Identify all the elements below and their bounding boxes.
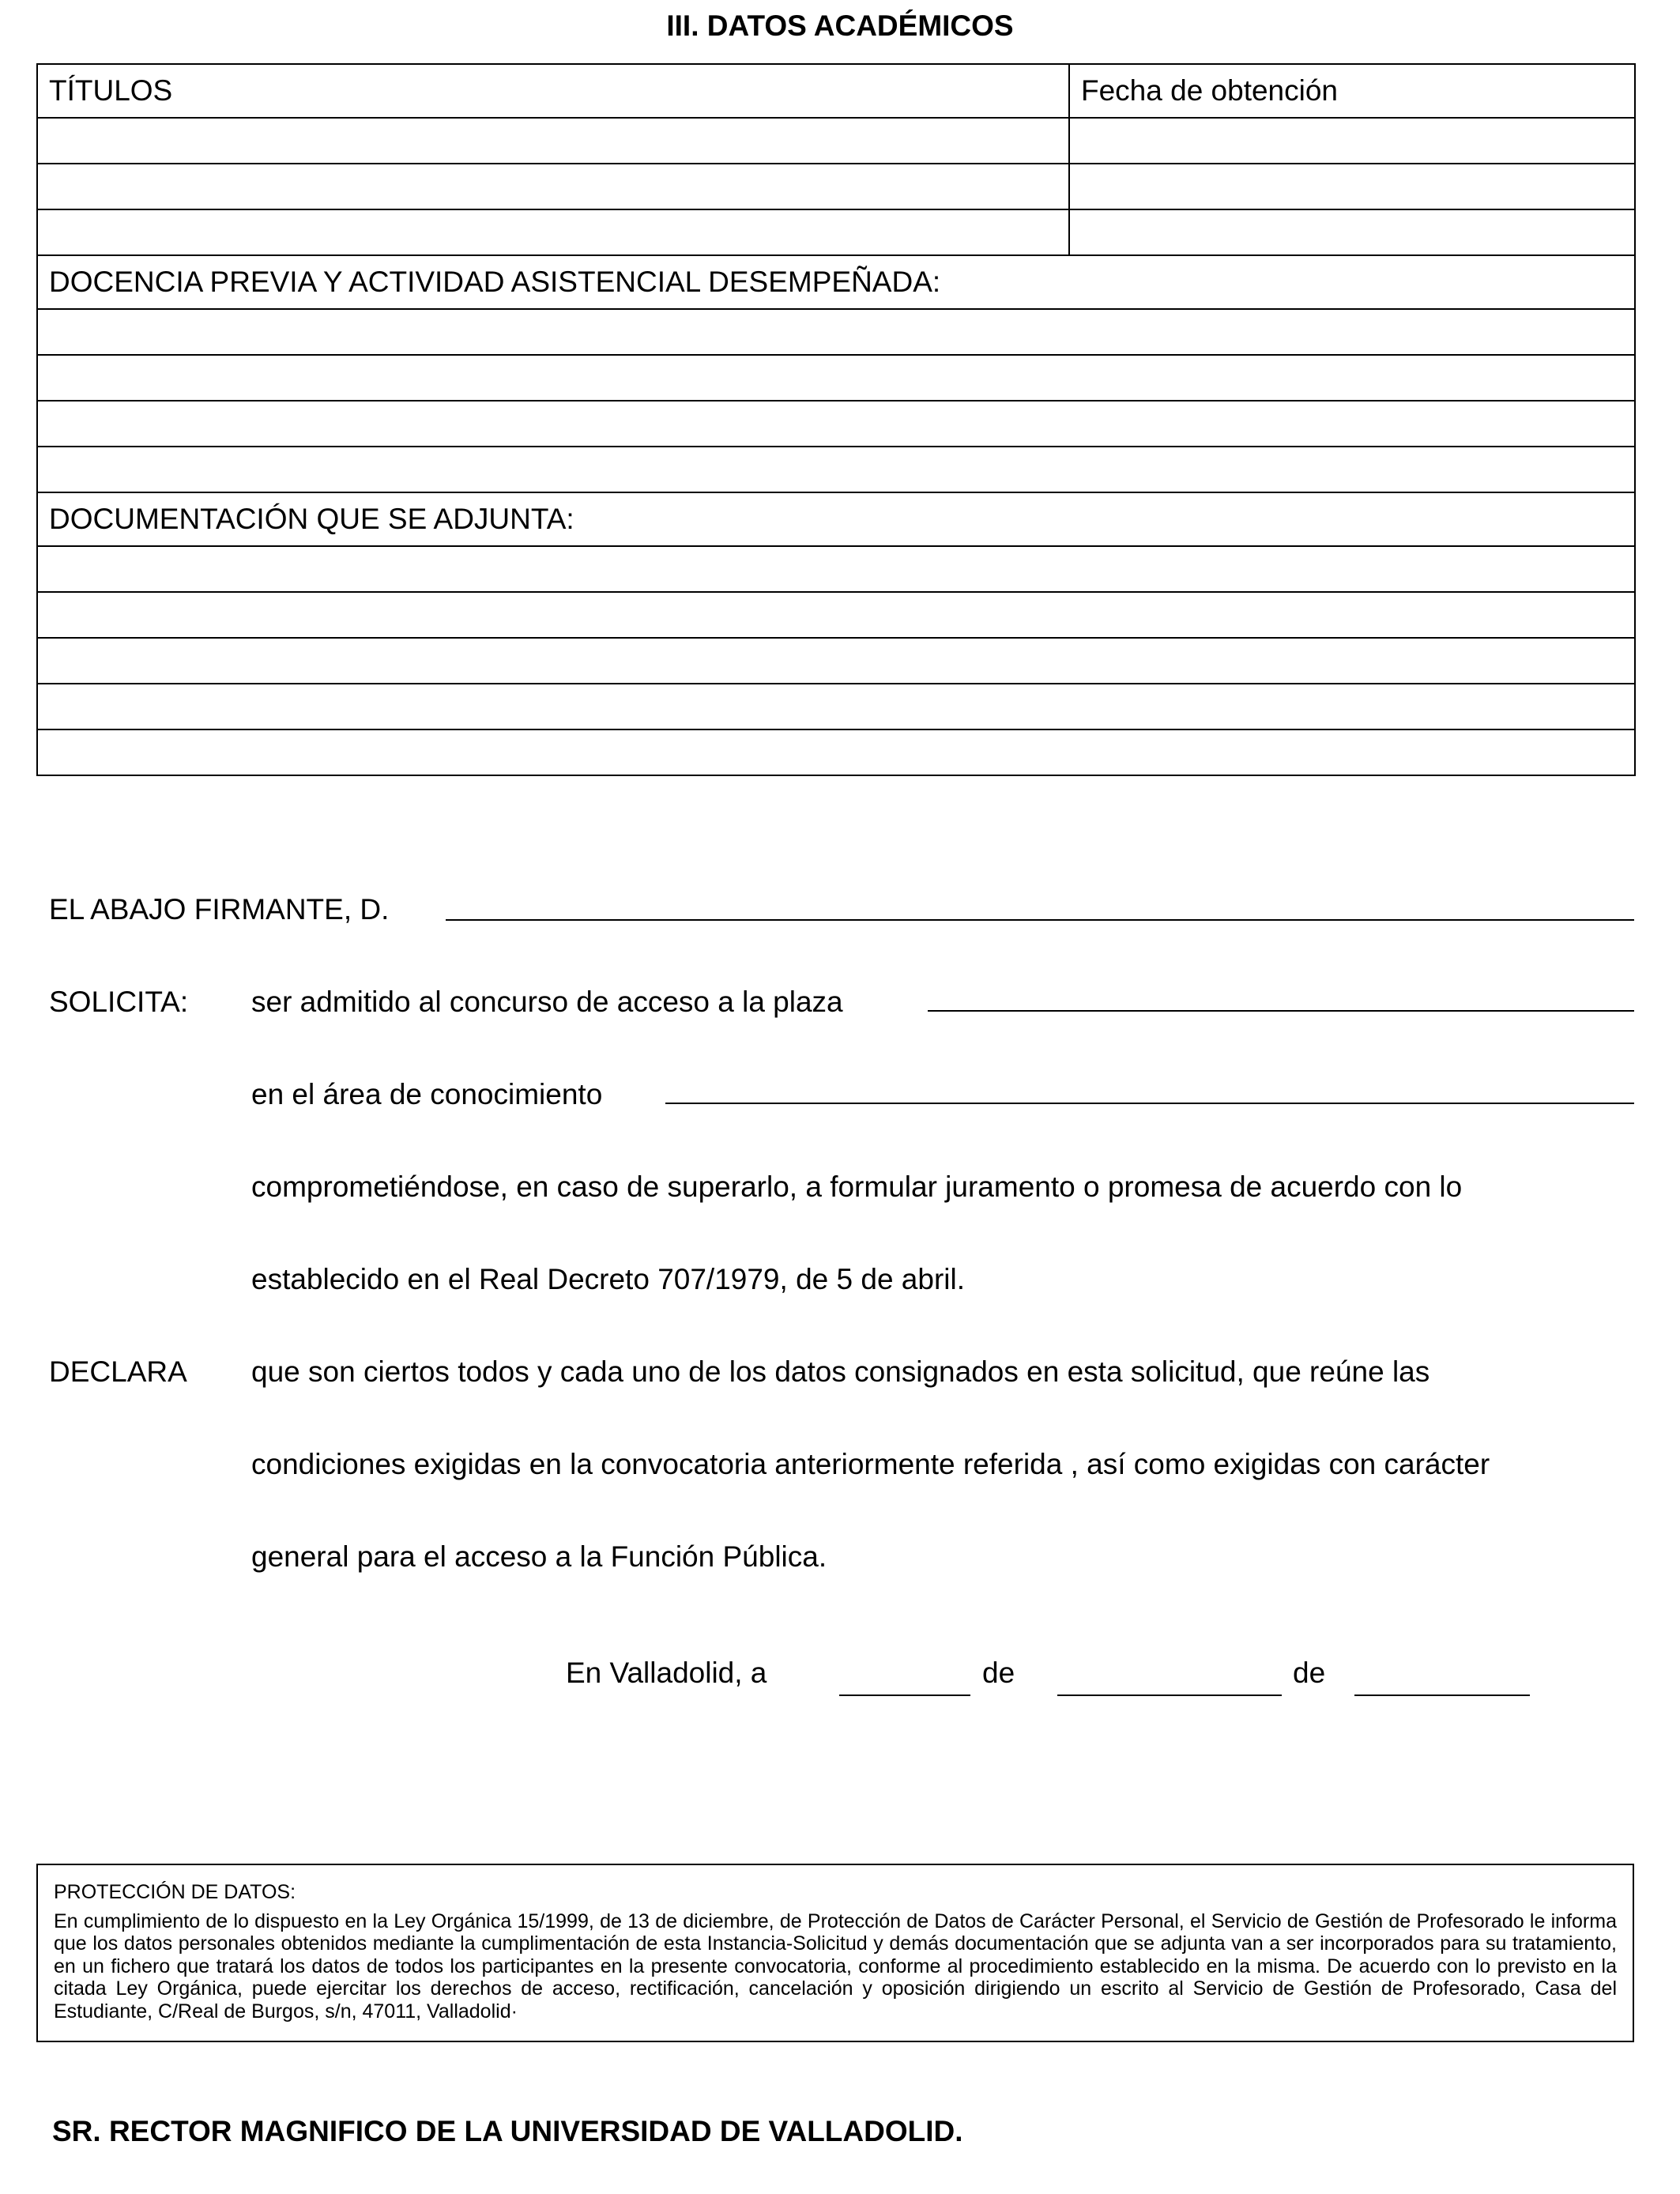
fecha-lugar: En Valladolid, a bbox=[566, 1657, 767, 1689]
solicita-line-3: comprometiéndose, en caso de superarlo, a formular juramento o promesa de acuerdo con lo bbox=[251, 1171, 1463, 1203]
solicita-label: SOLICITA: bbox=[49, 986, 189, 1018]
docencia-header: DOCENCIA PREVIA Y ACTIVIDAD ASISTENCIAL DESEMPEÑADA: bbox=[37, 255, 1635, 309]
month-line[interactable] bbox=[1057, 1695, 1282, 1696]
declara-line-1: que son ciertos todos y cada uno de los datos consignados en esta solicitud, que reúne las bbox=[251, 1355, 1430, 1388]
solicita-line-2: en el área de conocimiento bbox=[251, 1078, 603, 1110]
documentacion-field-1[interactable] bbox=[37, 546, 1635, 592]
fecha-field-3[interactable] bbox=[1069, 209, 1635, 255]
fecha-de-2: de bbox=[1293, 1657, 1326, 1689]
titulos-header: TÍTULOS bbox=[37, 64, 1069, 118]
titulo-field-2[interactable] bbox=[37, 164, 1069, 209]
data-protection-box bbox=[36, 1864, 1634, 2042]
solicita-line-4: establecido en el Real Decreto 707/1979, de 5 de abril. bbox=[251, 1263, 965, 1295]
firmante-name-line[interactable] bbox=[446, 919, 1634, 921]
docencia-field-1[interactable] bbox=[37, 309, 1635, 355]
plaza-line[interactable] bbox=[928, 1010, 1634, 1012]
academic-data-table bbox=[36, 63, 1636, 776]
titulo-field-1[interactable] bbox=[37, 118, 1069, 164]
data-protection-text: En cumplimiento de lo dispuesto en la Ley Orgánica 15/1999, de 13 de diciembre, de Protección de Datos de Carácter Personal, el Servicio de Gestión de Profesorado le informa que los datos personales obtenidos mediante la cumplimentación de esta Instancia-Solicitud y demás documentación que se adjunta van a ser incorporados para su tratamiento, en un fichero que tratará los datos de todos los participantes en la presente convocatoria, conforme al procedimiento establecido en la misma. De acuerdo con lo previsto en la citada Ley Orgánica, puede ejercitar los derechos de acceso, rectificación, cancelación y oposición dirigiendo un escrito al Servicio de Gestión de Profesorado, Casa del Estudiante, C/Real de Burgos, s/n, 47011, Valladolid· bbox=[54, 1909, 1617, 2022]
documentacion-field-5[interactable] bbox=[37, 729, 1635, 775]
documentacion-field-2[interactable] bbox=[37, 592, 1635, 638]
solicita-line-1: ser admitido al concurso de acceso a la plaza bbox=[251, 986, 843, 1018]
firmante-label: EL ABAJO FIRMANTE, D. bbox=[49, 893, 390, 925]
documentacion-header: DOCUMENTACIÓN QUE SE ADJUNTA: bbox=[37, 492, 1635, 546]
declara-line-2: condiciones exigidas en la convocatoria anteriormente referida , así como exigidas con carácter bbox=[251, 1448, 1490, 1480]
documentacion-field-3[interactable] bbox=[37, 638, 1635, 684]
declara-line-3: general para el acceso a la Función Pública. bbox=[251, 1540, 827, 1573]
addressee: SR. RECTOR MAGNIFICO DE LA UNIVERSIDAD DE VALLADOLID. bbox=[52, 2115, 963, 2147]
fecha-field-1[interactable] bbox=[1069, 118, 1635, 164]
documentacion-field-4[interactable] bbox=[37, 684, 1635, 729]
day-line[interactable] bbox=[839, 1695, 970, 1696]
docencia-field-3[interactable] bbox=[37, 401, 1635, 447]
docencia-field-4[interactable] bbox=[37, 447, 1635, 492]
declara-label: DECLARA bbox=[49, 1355, 187, 1388]
fecha-field-2[interactable] bbox=[1069, 164, 1635, 209]
section-title: III. DATOS ACADÉMICOS bbox=[666, 9, 1014, 42]
fecha-de-1: de bbox=[982, 1657, 1015, 1689]
year-line[interactable] bbox=[1354, 1695, 1530, 1696]
docencia-field-2[interactable] bbox=[37, 355, 1635, 401]
data-protection-title: PROTECCIÓN DE DATOS: bbox=[54, 1881, 296, 1903]
area-conocimiento-line[interactable] bbox=[665, 1103, 1634, 1104]
titulo-field-3[interactable] bbox=[37, 209, 1069, 255]
fecha-header: Fecha de obtención bbox=[1069, 64, 1635, 118]
